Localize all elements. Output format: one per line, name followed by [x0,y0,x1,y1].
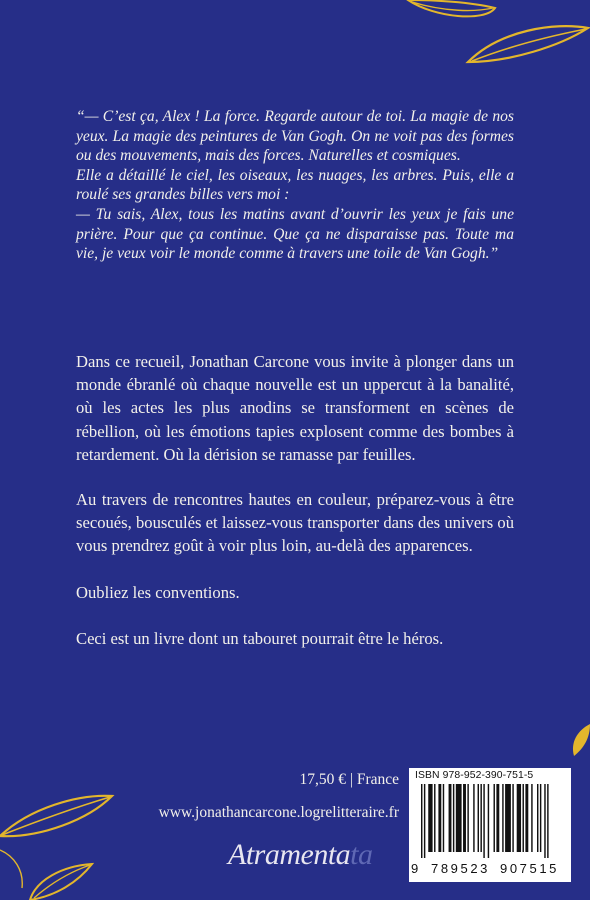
publisher-name-echo: ta [350,838,373,871]
book-blurb [76,350,514,673]
publisher-name: Atramenta [228,838,351,871]
isbn-digit-group-right: 907515 [500,861,559,876]
blurb-paragraph: Oubliez les conventions. [76,582,240,602]
quote-paragraph: “— C’est ça, Alex ! La force. Regarde autour de toi. La magie de nos yeux. La magie des peintures de Van Gogh. On ne voit pas des formes ou des mouvements, mais des forces. Naturelles et cosmiques. [76,108,514,165]
excerpt-quote [76,107,514,264]
price-label: 17,50 € | France [299,771,399,788]
isbn-digit-lead: 9 [411,861,419,876]
barcode-bars [415,784,565,858]
gold-leaf-decoration-bottom [0,780,120,900]
publisher-logo [228,838,373,872]
gold-leaf-decoration-top [390,0,590,80]
quote-paragraph: — Tu sais, Alex, tous les matins avant d’ouvrir les yeux je fais une prière. Pour que ça continue. Que ça ne disparaisse pas. Toute ma vie, je veux voir le monde comme à travers une toile de Van Gogh.” [76,205,514,263]
blurb-paragraph: Au travers de rencontres hautes en couleur, préparez-vous à être secoués, bousculés et laissez-vous transporter dans des univers où vous prendrez goût à voir plus loin, au-delà des apparences. [76,490,514,556]
gold-leaf-decoration-right [548,720,590,760]
website-link[interactable]: www.jonathancarcone.logrelitteraire.fr [158,804,399,821]
blurb-paragraph: Ceci est un livre dont un tabouret pourrait être le héros. [76,628,444,648]
blurb-paragraph: Dans ce recueil, Jonathan Carcone vous invite à plonger dans un monde ébranlé où chaque nouvelle est un uppercut à la banalité, où les actes les plus anodins se transforment en scènes de rébellion, où les émotions tapies explosent comme des bombes à retardement. Où la dérision se ramasse par feuilles. [76,352,514,464]
isbn-label: ISBN 978-952-390-751-5 [415,770,534,781]
isbn-barcode [409,768,571,882]
quote-paragraph: Elle a détaillé le ciel, les oiseaux, les nuages, les arbres. Puis, elle a roulé ses grandes billes vers moi : [76,166,514,204]
isbn-digits [409,859,571,879]
isbn-digit-group-left: 789523 [431,861,490,876]
